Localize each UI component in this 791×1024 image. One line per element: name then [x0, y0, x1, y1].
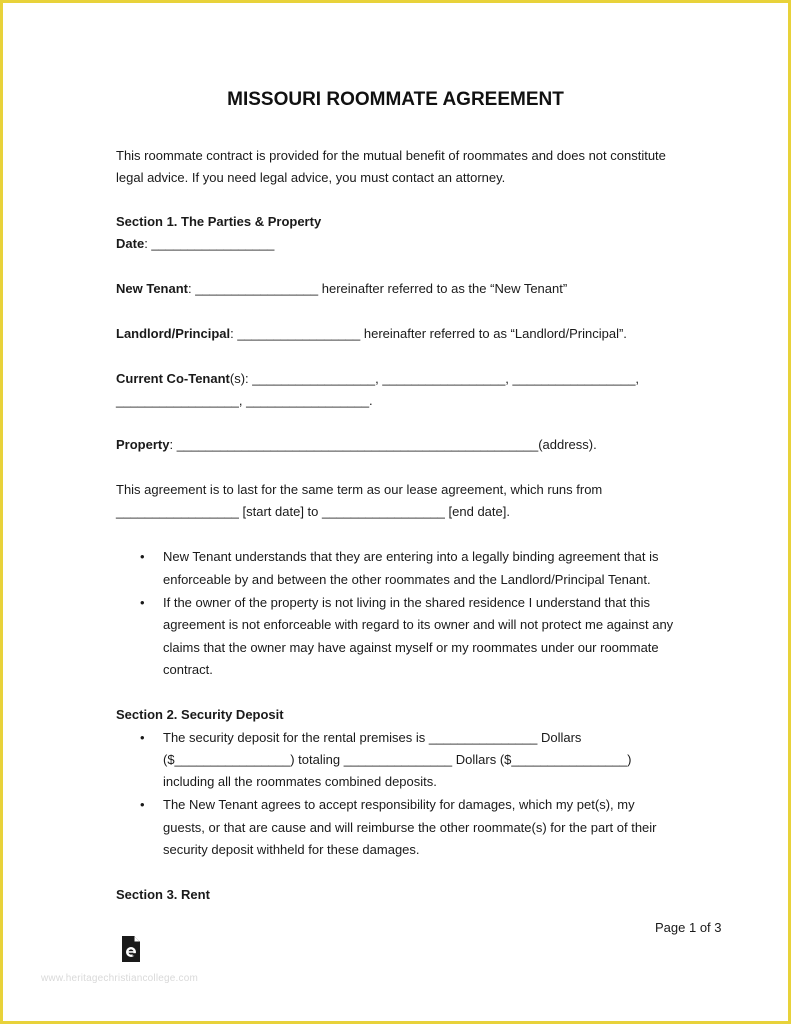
s1-bullet-2-line-1: If the owner of the property is not living in the shared residence I understand that this	[163, 595, 651, 610]
section-3-heading: Section 3. Rent	[116, 887, 210, 902]
document-logo-icon	[120, 935, 142, 963]
cotenant-row-2: _________________, _________________.	[116, 393, 373, 408]
s1-bullet-2-line-4: contract.	[163, 662, 213, 677]
document-title: MISSOURI ROOMMATE AGREEMENT	[227, 89, 564, 110]
s2-bullet-2-line-1: The New Tenant agrees to accept responsibility for damages, which my pet(s), my	[163, 797, 635, 812]
landlord-row	[116, 323, 627, 346]
term-line-2: _________________ [start date] to _________________ [end date].	[116, 504, 510, 519]
s2-bullet-1-line-1: The security deposit for the rental premises is _______________ Dollars	[163, 730, 582, 745]
cotenant-blanks: (s): _________________, _________________, _________________,	[229, 371, 640, 386]
property-blank: : __________________________________________________(address).	[169, 437, 597, 452]
date-label: Date	[116, 236, 145, 251]
date-field-row	[116, 233, 274, 256]
s1-bullet-2-line-2: agreement is not enforceable with regard to its owner and will not protect me against any	[163, 617, 674, 632]
property-row	[116, 434, 597, 457]
date-blank: : _________________	[144, 236, 275, 251]
s1-bullet-1-line-1: New Tenant understands that they are entering into a legally binding agreement that is	[163, 549, 659, 564]
s2-bullet-2-line-3: security deposit withheld for these damages.	[163, 842, 420, 857]
bullet-marker: •	[140, 730, 145, 745]
property-label: Property	[116, 437, 170, 452]
s2-bullet-2-line-2: guests, or that are cause and will reimburse the other roommate(s) for the part of their	[163, 820, 657, 835]
bullet-marker: •	[140, 595, 145, 610]
section-1-heading: Section 1. The Parties & Property	[116, 214, 322, 229]
s2-bullet-1-line-2: ($________________) totaling _______________ Dollars ($________________)	[163, 752, 632, 767]
new-tenant-blank: : _________________ hereinafter referred to as the “New Tenant”	[188, 281, 568, 296]
s1-bullet-1-line-2: enforceable by and between the other roommates and the Landlord/Principal Tenant.	[163, 572, 651, 587]
new-tenant-row	[116, 278, 567, 301]
s1-bullet-2-line-3: claims that the owner may have against myself or my roommates under our roommate	[163, 640, 659, 655]
page-number: Page 1 of 3	[655, 920, 722, 935]
intro-line-1: This roommate contract is provided for the mutual benefit of roommates and does not constitute	[116, 148, 666, 163]
landlord-label: Landlord/Principal	[116, 326, 231, 341]
intro-line-2: legal advice. If you need legal advice, you must contact an attorney.	[116, 170, 506, 185]
landlord-blank: : _________________ hereinafter referred to as “Landlord/Principal”.	[230, 326, 627, 341]
cotenant-label: Current Co-Tenant	[116, 371, 230, 386]
bullet-marker: •	[140, 549, 145, 564]
bullet-marker: •	[140, 797, 145, 812]
cotenant-row	[116, 368, 639, 391]
term-line-1: This agreement is to last for the same term as our lease agreement, which runs from	[116, 482, 603, 497]
new-tenant-label: New Tenant	[116, 281, 188, 296]
s2-bullet-1-line-3: including all the roommates combined deposits.	[163, 774, 437, 789]
section-2-heading: Section 2. Security Deposit	[116, 707, 284, 722]
watermark-text: www.heritagechristiancollege.com	[41, 973, 199, 984]
